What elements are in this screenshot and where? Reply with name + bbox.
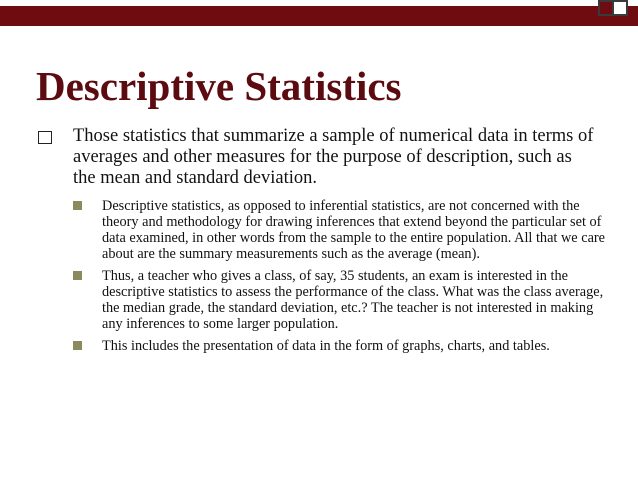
sub-bullet-text: Descriptive statistics, as opposed to inferential statistics, are not concerned with the theory and methodology for drawing inferences that extend beyond the particular set of data examined, in other words from the sample to the entire population. All that we care about are the summary measurements such as the average (mean).	[102, 198, 606, 262]
corner-squares-decoration	[600, 0, 628, 16]
filled-square-bullet-icon	[73, 271, 82, 280]
top-accent-bar	[0, 6, 638, 26]
slide-content	[0, 126, 638, 354]
main-bullet	[0, 126, 638, 189]
main-bullet-text: Those statistics that summarize a sample of numerical data in terms of averages and other measures for the purpose of description, such as the mean and standard deviation.	[73, 126, 594, 188]
filled-square-bullet-icon	[73, 201, 82, 210]
sub-bullet	[0, 338, 638, 354]
filled-square-bullet-icon	[73, 341, 82, 350]
slide-header-decoration	[0, 0, 638, 28]
hollow-square-bullet-icon	[38, 131, 52, 144]
sub-bullet-text: Thus, a teacher who gives a class, of say, 35 students, an exam is interested in the descriptive statistics to assess the performance of the class. What was the class average, the median grade, the standard deviation, etc.? The teacher is not interested in making any inferences to some larger population.	[102, 268, 604, 332]
sub-bullet	[0, 268, 638, 332]
sub-bullet	[0, 198, 638, 262]
corner-square-light	[612, 0, 628, 16]
slide-title: Descriptive Statistics	[36, 63, 402, 109]
sub-bullet-text: This includes the presentation of data in the form of graphs, charts, and tables.	[102, 338, 550, 354]
